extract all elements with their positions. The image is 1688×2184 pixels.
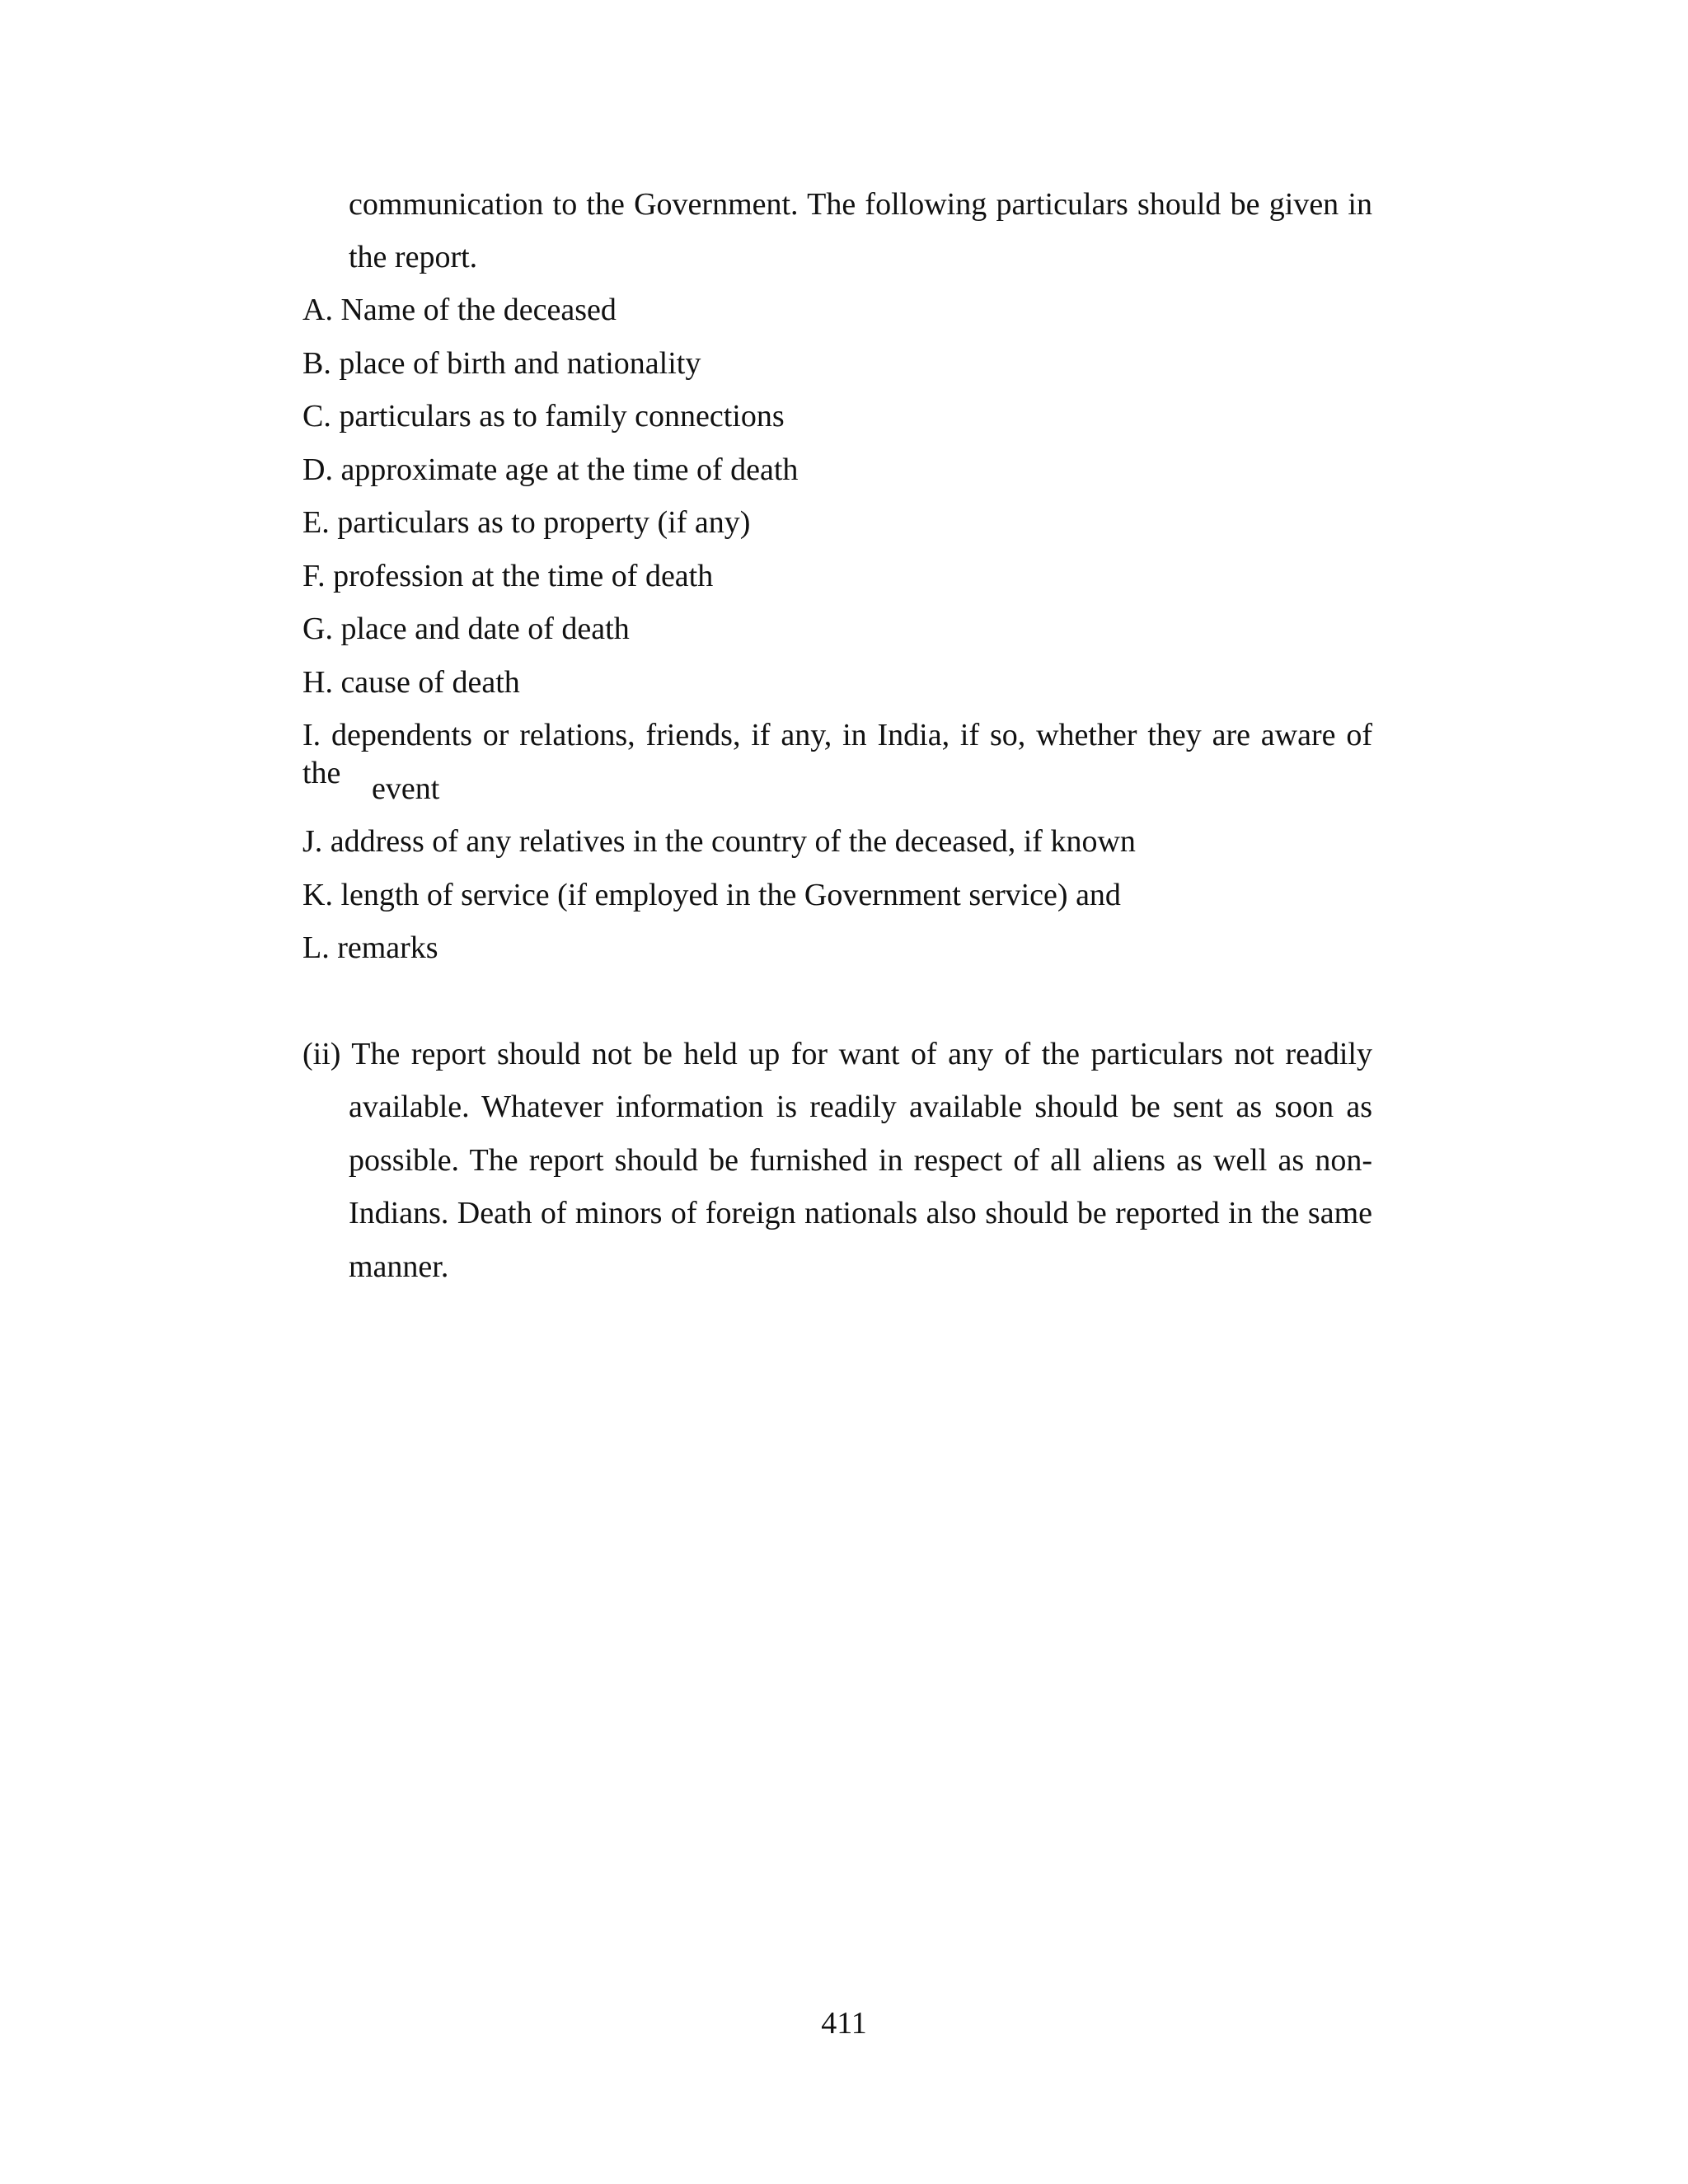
list-item-b: B. place of birth and nationality — [302, 346, 701, 381]
para-ii-line-3: possible. The report should be furnished in respect of all aliens as well as non- — [349, 1143, 1372, 1178]
list-item-i: I. dependents or relations, friends, if any, in India, if so, whether they are aware of the — [302, 718, 1372, 790]
list-item-l: L. remarks — [302, 930, 438, 965]
page-number: 411 — [821, 2006, 867, 2041]
list-item-h: H. cause of death — [302, 665, 520, 700]
list-item-c: C. particulars as to family connections — [302, 399, 785, 434]
list-item-e: E. particulars as to property (if any) — [302, 505, 751, 540]
list-item-j: J. address of any relatives in the country of the deceased, if known — [302, 824, 1136, 859]
para-ii-line-4: Indians. Death of minors of foreign nationals also should be reported in the same — [349, 1196, 1372, 1230]
para-ii-line-1: (ii) The report should not be held up for want of any of the particulars not readily — [302, 1037, 1372, 1071]
para-ii-line-2: available. Whatever information is readily available should be sent as soon as — [349, 1090, 1372, 1124]
para-ii-line-5: manner. — [349, 1249, 449, 1284]
intro-line-2: the report. — [349, 240, 478, 274]
list-item-f: F. profession at the time of death — [302, 559, 714, 593]
list-item-a: A. Name of the deceased — [302, 293, 617, 327]
list-item-g: G. place and date of death — [302, 612, 630, 646]
intro-line-1: communication to the Government. The following particulars should be given in — [349, 187, 1372, 222]
list-item-i-continuation: event — [372, 771, 440, 806]
list-item-k: K. length of service (if employed in the Government service) and — [302, 878, 1121, 912]
list-item-d: D. approximate age at the time of death — [302, 452, 799, 487]
